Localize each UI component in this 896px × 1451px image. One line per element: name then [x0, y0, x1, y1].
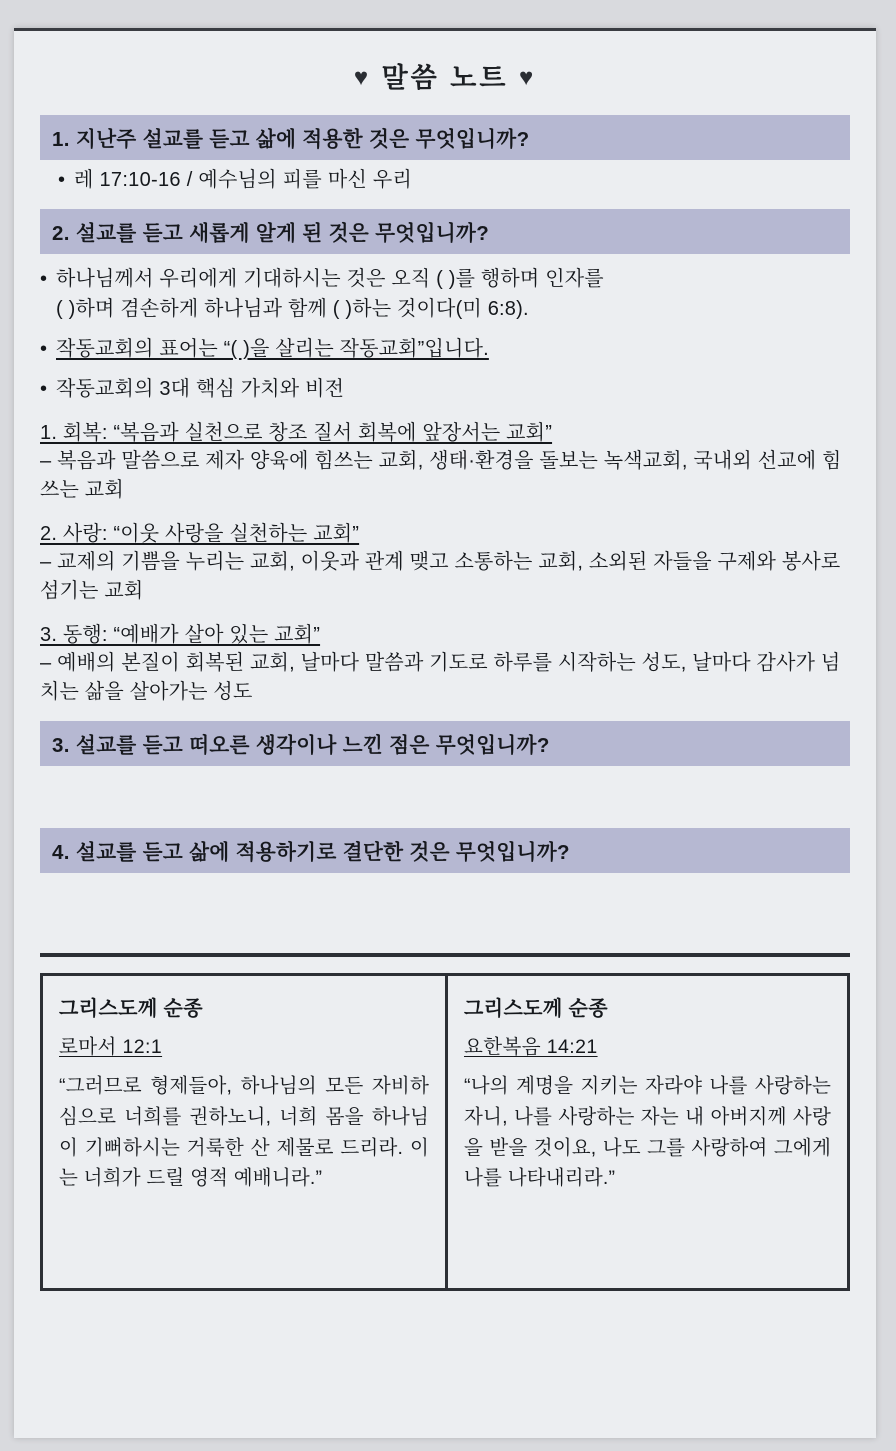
bullet-dot-icon: • — [40, 378, 48, 400]
page-title-text: 말씀 노트 — [381, 63, 509, 93]
verse-card-left — [43, 976, 445, 1288]
worship-note-page — [14, 28, 876, 1438]
bullet-dot-icon: • — [40, 268, 48, 290]
answer-4-writing-area[interactable] — [40, 879, 850, 919]
heart-icon-left: ♥ — [353, 64, 372, 91]
verse-cards — [40, 973, 850, 1291]
verse-card-left-title: 그리스도께 순종 — [59, 998, 203, 1020]
question-3-bar: 3. 설교를 듣고 떠오른 생각이나 느낀 점은 무엇입니까? — [40, 721, 850, 766]
question-1-bar: 1. 지난주 설교를 듣고 삶에 적용한 것은 무엇입니까? — [40, 115, 850, 160]
note-point-2 — [40, 334, 850, 364]
question-2-bar: 2. 설교를 듣고 새롭게 알게 된 것은 무엇입니까? — [40, 209, 850, 254]
note-point-3 — [40, 374, 850, 404]
note-point-1 — [40, 264, 850, 324]
value-3-heading: 3. 동행: “예배가 살아 있는 교회” — [40, 624, 321, 646]
value-2-heading: 2. 사랑: “이웃 사랑을 실천하는 교회” — [40, 523, 360, 545]
verse-card-right-title: 그리스도께 순종 — [464, 998, 608, 1020]
bullet-dot-icon: • — [58, 169, 66, 191]
note-point-2-text: 작동교회의 표어는 “( )을 살리는 작동교회”입니다. — [56, 338, 489, 360]
verse-card-left-text: “그러므로 형제들아, 하나님의 모든 자비하심으로 너희를 권하노니, 너희 몸을 하나님이 기뻐하시는 거룩한 산 제물로 드리라. 이는 너희가 드릴 영적 예배니라.” — [59, 1075, 429, 1190]
question-4-bar: 4. 설교를 듣고 삶에 적용하기로 결단한 것은 무엇입니까? — [40, 828, 850, 873]
value-1-body: – 복음과 말씀으로 제자 양육에 힘쓰는 교회, 생태·환경을 돌보는 녹색교회, 국내외 선교에 힘쓰는 교회 — [40, 450, 842, 501]
verse-card-right — [445, 976, 847, 1288]
note-point-1-line-1: 하나님께서 우리에게 기대하시는 것은 오직 ( )를 행하며 인자를 — [56, 268, 604, 290]
verse-card-right-text: “나의 계명을 지키는 자라야 나를 사랑하는 자니, 나를 사랑하는 자는 내 아버지께 사랑을 받을 것이요, 나도 그를 사랑하여 그에게 나를 나타내리라.” — [464, 1075, 831, 1190]
note-point-1-line-2: ( )하며 겸손하게 하나님과 함께 ( )하는 것이다(미 6:8). — [56, 298, 529, 320]
value-3-body: – 예배의 본질이 회복된 교회, 날마다 말씀과 기도로 하루를 시작하는 성도, 날마다 감사가 넘치는 삶을 살아가는 성도 — [40, 652, 841, 703]
verse-card-left-reference: 로마서 12:1 — [59, 1036, 163, 1058]
answer-1-text: 레 17:10-16 / 예수님의 피를 마신 우리 — [74, 169, 413, 191]
page-title — [40, 56, 850, 95]
value-1-heading: 1. 회복: “복음과 실천으로 창조 질서 회복에 앞장서는 교회” — [40, 422, 553, 444]
answer-1-bullet — [58, 166, 850, 195]
note-point-3-text: 작동교회의 3대 핵심 가치와 비전 — [56, 378, 345, 400]
answer-3-writing-area[interactable] — [40, 772, 850, 828]
section-divider — [40, 953, 850, 957]
value-2-body: – 교제의 기쁨을 누리는 교회, 이웃과 관계 맺고 소통하는 교회, 소외된 자들을 구제와 봉사로 섬기는 교회 — [40, 551, 841, 602]
verse-card-right-reference: 요한복음 14:21 — [464, 1036, 598, 1058]
heart-icon-right: ♥ — [518, 64, 537, 91]
bullet-dot-icon: • — [40, 338, 48, 360]
